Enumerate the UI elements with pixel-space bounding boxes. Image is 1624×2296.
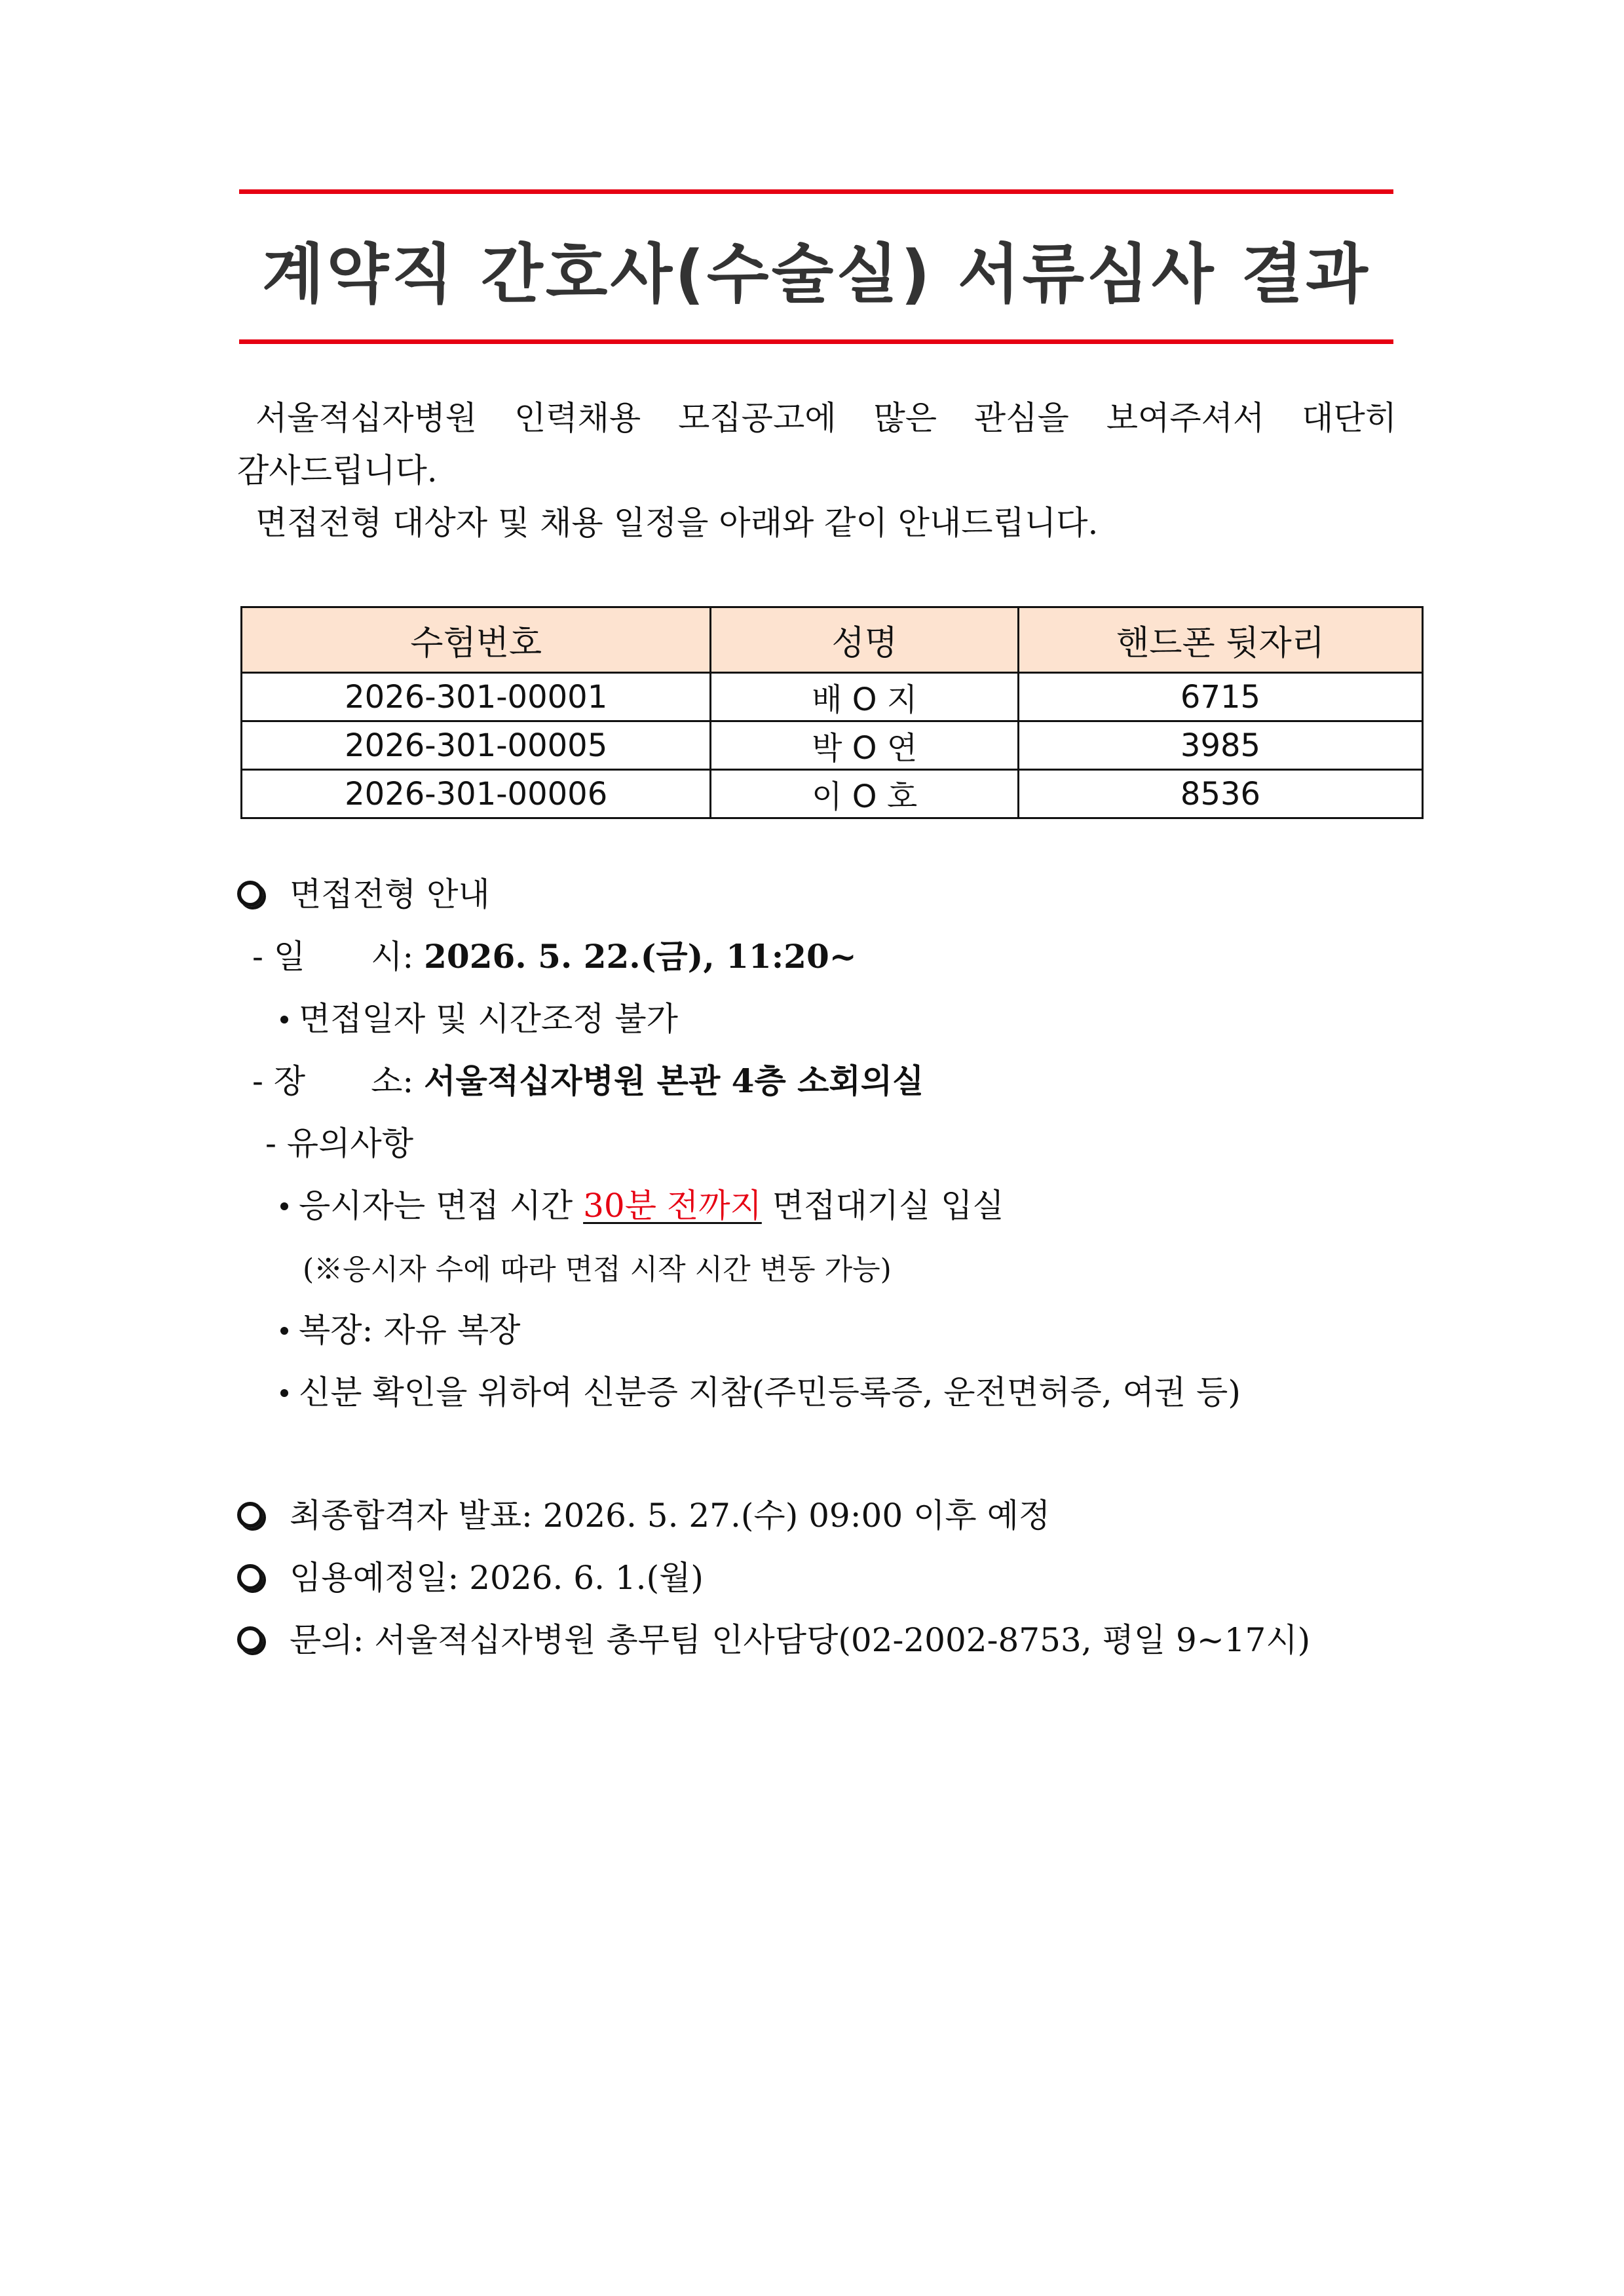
header-name: 성명 — [711, 607, 1019, 673]
table-row — [242, 770, 1423, 818]
date-label: - 일 시: — [252, 938, 414, 976]
circle-bullet-icon — [237, 1502, 263, 1528]
cell-phone: 6715 — [1019, 673, 1423, 721]
cell-exam-number: 2026-301-00005 — [242, 721, 711, 770]
title-top-rule — [239, 189, 1393, 194]
note-arrival: 응시자는 면접 시간 30분 전까지 면접대기실 입실 — [280, 1186, 1004, 1225]
notes-label: - 유의사항 — [265, 1124, 413, 1162]
circle-bullet-icon — [237, 1626, 263, 1653]
cell-exam-number: 2026-301-00006 — [242, 770, 711, 818]
intro-line-1: 서울적십자병원 인력채용 모집공고에 많은 관심을 보여주셔서 대단히 — [255, 399, 1397, 437]
cell-name: 이 O 호 — [711, 770, 1019, 818]
cell-name: 배 O 지 — [711, 673, 1019, 721]
dot-bullet-icon — [280, 1327, 288, 1335]
note-arrival-sub: (※응시자 수에 따라 면접 시작 시간 변동 가능) — [303, 1253, 892, 1286]
intro-paragraph — [237, 392, 1397, 549]
cell-phone: 8536 — [1019, 770, 1423, 818]
cell-exam-number: 2026-301-00001 — [242, 673, 711, 721]
intro-line-3: 면접전형 대상자 및 채용 일정을 아래와 같이 안내드립니다. — [255, 504, 1099, 542]
circle-bullet-icon — [237, 881, 263, 907]
place-label: - 장 소: — [252, 1062, 414, 1100]
final-announcement: 최종합격자 발표: 2026. 5. 27.(수) 09:00 이후 예정 — [237, 1496, 1050, 1535]
header-phone-last-digits: 핸드폰 뒷자리 — [1019, 607, 1423, 673]
table-row — [242, 721, 1423, 770]
intro-line-2: 감사드립니다. — [237, 451, 438, 489]
arrival-deadline-highlight: 30분 전까지 — [583, 1187, 762, 1225]
cell-name: 박 O 연 — [711, 721, 1019, 770]
place-value: 서울적십자병원 본관 4층 소회의실 — [424, 1062, 924, 1100]
interview-heading: 면접전형 안내 — [237, 875, 490, 914]
interview-place — [252, 1062, 924, 1101]
interview-date-note: 면접일자 및 시간조정 불가 — [280, 999, 678, 1039]
note-dress-code: 복장: 자유 복장 — [280, 1311, 520, 1350]
header-exam-number: 수험번호 — [242, 607, 711, 673]
circle-bullet-icon — [237, 1564, 263, 1590]
dot-bullet-icon — [280, 1389, 288, 1397]
contact-info: 문의: 서울적십자병원 총무팀 인사담당(02-2002-8753, 평일 9~17시) — [237, 1620, 1310, 1660]
table-header-row — [242, 607, 1423, 673]
table-row — [242, 673, 1423, 721]
dot-bullet-icon — [280, 1016, 288, 1024]
title-bottom-rule — [239, 339, 1393, 344]
interview-date — [252, 937, 857, 976]
results-table — [240, 606, 1424, 819]
cell-phone: 3985 — [1019, 721, 1423, 770]
start-date: 임용예정일: 2026. 6. 1.(월) — [237, 1558, 704, 1598]
date-value: 2026. 5. 22.(금), 11:20~ — [424, 937, 857, 976]
dot-bullet-icon — [280, 1202, 288, 1210]
note-id: 신분 확인을 위하여 신분증 지참(주민등록증, 운전면허증, 여권 등) — [280, 1373, 1241, 1412]
page-title: 계약직 간호사(수술실) 서류심사 결과 — [262, 237, 1370, 312]
